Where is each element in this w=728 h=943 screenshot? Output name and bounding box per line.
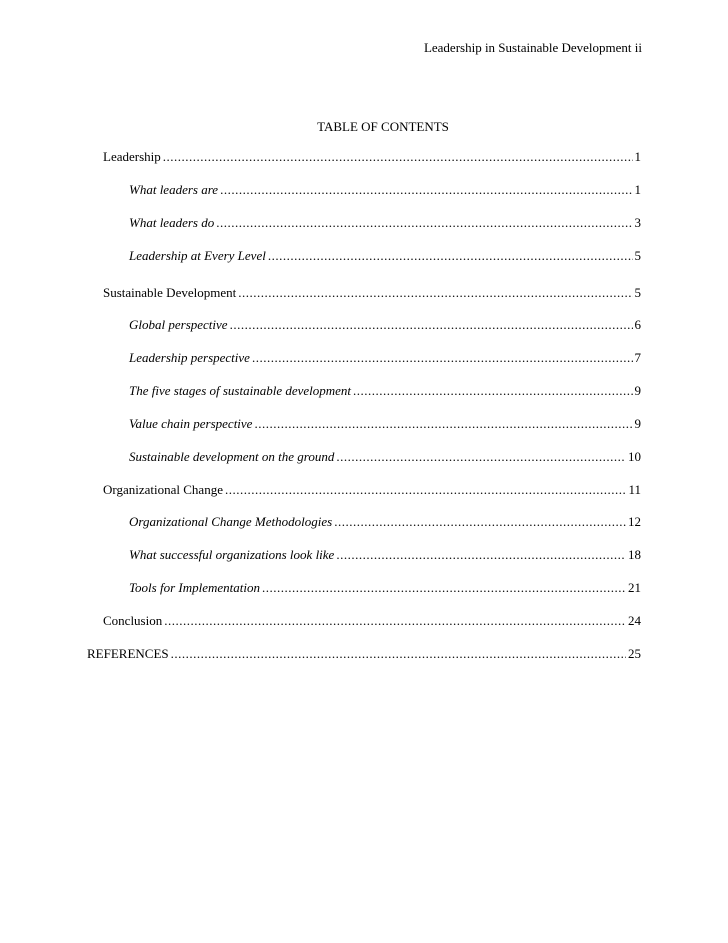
toc-entry-page: 1	[634, 182, 641, 197]
running-head: Leadership in Sustainable Development ii	[423, 40, 642, 55]
toc-entry-label: The five stages of sustainable development	[129, 383, 352, 398]
toc-entry-page: 11	[628, 482, 641, 497]
toc-entry-label: Leadership at Every Level	[129, 248, 266, 263]
toc-entry-global-perspective[interactable]	[129, 317, 641, 333]
dot-leader	[220, 182, 632, 198]
toc-entry-label: Sustainable development on the ground	[129, 449, 335, 464]
toc-entry-conclusion[interactable]	[103, 613, 641, 629]
dot-leader	[262, 580, 626, 596]
dot-leader	[171, 646, 626, 662]
toc-entry-label: Leadership perspective	[129, 350, 250, 365]
dot-leader	[238, 285, 632, 301]
toc-entry-label: Value chain perspective	[129, 416, 253, 431]
toc-entry-label: Organizational Change Methodologies	[129, 514, 333, 529]
dot-leader	[336, 547, 626, 563]
toc-entry-page: 12	[628, 514, 641, 529]
toc-entry-leadership[interactable]	[103, 149, 641, 165]
toc-entry-what-leaders-are[interactable]	[129, 182, 641, 198]
dot-leader	[164, 613, 626, 629]
toc-entry-references[interactable]	[87, 646, 641, 662]
toc-entry-label: Tools for Implementation	[129, 580, 260, 595]
dot-leader	[225, 482, 626, 498]
toc-entry-label: Conclusion	[103, 613, 163, 628]
toc-entry-value-chain-perspective[interactable]	[129, 416, 641, 432]
toc-entry-page: 5	[634, 248, 641, 263]
toc-entry-leadership-at-every-level[interactable]	[129, 248, 641, 264]
dot-leader	[254, 416, 632, 432]
toc-entry-label: What successful organizations look like	[129, 547, 335, 562]
toc-entry-page: 6	[634, 317, 641, 332]
toc-entry-label: Leadership	[103, 149, 161, 164]
toc-entry-page: 9	[634, 416, 641, 431]
toc-entry-page: 24	[628, 613, 641, 628]
toc-entry-label: Sustainable Development	[103, 285, 237, 300]
dot-leader	[163, 149, 633, 165]
toc-entry-label: Global perspective	[129, 317, 228, 332]
toc-entry-label: What leaders do	[129, 215, 215, 230]
toc-entry-page: 1	[634, 149, 641, 164]
dot-leader	[336, 449, 626, 465]
toc-entry-organizational-change-methodologies[interactable]	[129, 514, 641, 530]
toc-entry-page: 3	[634, 215, 641, 230]
toc-entry-tools-for-implementation[interactable]	[129, 580, 641, 596]
toc-entry-what-successful-organizations-look-like[interactable]	[129, 547, 641, 563]
toc-entry-page: 7	[634, 350, 641, 365]
toc-entry-sustainable-development-on-the-ground[interactable]	[129, 449, 641, 465]
toc-entry-page: 9	[634, 383, 641, 398]
dot-leader	[353, 383, 632, 399]
dot-leader	[334, 514, 626, 530]
toc-entry-page: 5	[634, 285, 641, 300]
dot-leader	[252, 350, 633, 366]
toc-entry-label: What leaders are	[129, 182, 219, 197]
toc-entry-label: REFERENCES	[87, 646, 169, 661]
toc-entry-what-leaders-do[interactable]	[129, 215, 641, 231]
toc-entry-page: 10	[628, 449, 641, 464]
dot-leader	[230, 317, 633, 333]
dot-leader	[268, 248, 633, 264]
dot-leader	[216, 215, 632, 231]
toc-entry-page: 25	[628, 646, 641, 661]
toc-entry-leadership-perspective[interactable]	[129, 350, 641, 366]
toc-entry-page: 21	[628, 580, 641, 595]
toc-entry-sustainable-development[interactable]	[103, 285, 641, 301]
toc-entry-label: Organizational Change	[103, 482, 223, 497]
toc-entry-organizational-change[interactable]	[103, 482, 641, 498]
toc-entry-five-stages[interactable]	[129, 383, 641, 399]
toc-entry-page: 18	[628, 547, 641, 562]
toc-title: TABLE OF CONTENTS	[317, 119, 449, 134]
